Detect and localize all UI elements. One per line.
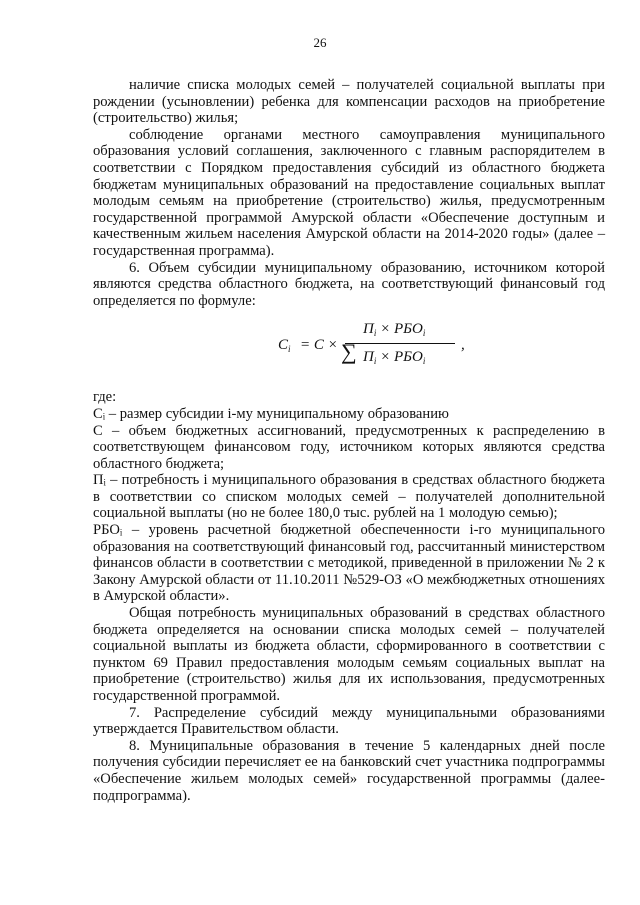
paragraph-where: где: <box>93 389 117 406</box>
paragraph-subsidy-formula-intro: 6. Объем субсидии муниципальному образованию, источником которой являются средства областного бюджета, на соответствующий финансовый год определяется по формуле: <box>93 259 605 309</box>
subsidy-formula <box>93 309 605 389</box>
page-number: 26 <box>313 35 327 50</box>
formula-fraction-line <box>345 343 455 344</box>
paragraph-families-list: наличие списка молодых семей – получателей социальной выплаты при рождении (усыновлении) ребенка для компенсации расходов на приобретение (строительство) жилья; <box>93 77 605 127</box>
formula-trailing-comma: , <box>461 337 465 354</box>
definition-pi: Пᵢ – потребность i муниципального образования в средствах областного бюджета в соответствии со списком молодых семей – получателей дополнительной социальной выплаты (но не более 180,0 тыс. рублей на 1 молодую семью); <box>93 472 605 522</box>
paragraph-transfer: 8. Муниципальные образования в течение 5 календарных дней после получения субсидии перечисляет ее на банковский счет участника подпрограммы «Обеспечение жильем молодых семей» государственной программы (далее-подпрограмма). <box>93 737 605 804</box>
formula-denominator: $П_i \times РБО_i$ <box>363 349 426 367</box>
formula-numerator: $П_i \times РБО_i$ <box>363 321 426 339</box>
paragraph-total-need: Общая потребность муниципальных образований в средствах областного бюджета определяется на основании списка молодых семей – получателей социальной выплаты из бюджета области, сформированного в соответствии с пунктом 69 Правил предоставления молодым семьям социальных выплат на приобретение (строительство) жилья для их использования, предусмотренных государственной программой. <box>93 605 605 704</box>
document-body <box>93 77 605 804</box>
definition-c: C – объем бюджетных ассигнований, предусмотренных к распределению в соответствующем финансовом году, источником которых являются средства областного бюджета; <box>93 422 605 472</box>
definition-rbo: РБОᵢ – уровень расчетной бюджетной обеспеченности i-го муниципального образования на соответствующий финансовый год, рассчитанный министерством финансов области в соответствии с методикой, приведенной в приложении № 2 к Закону Амурской области от 11.10.2011 №529-ОЗ «О межбюджетных отношениях в Амурской области». <box>93 522 605 605</box>
formula-sum-symbol: ∑ <box>341 339 357 365</box>
definition-ci: Cᵢ – размер субсидии i-му муниципальному образованию <box>93 405 449 422</box>
paragraph-distribution: 7. Распределение субсидий между муниципальными образованиями утверждается Правительством области. <box>93 704 605 738</box>
paragraph-agreement-compliance: соблюдение органами местного самоуправления муниципального образования условий соглашения, заключенного с главным распорядителем в соответствии с Порядком предоставления субсидий из областного бюджета бюджетам муниципальных образований на предоставление социальных выплат молодым семьям на приобретение (строительство) жилья, предусмотренным государственной программой Амурской области «Обеспечение доступным и качественным жильем населения Амурской области на 2014-2020 годы» (далее – государственная программа). <box>93 126 605 259</box>
formula-lhs: $C_i$ <box>278 337 291 355</box>
formula-equals-c-times: = C × <box>300 337 338 354</box>
